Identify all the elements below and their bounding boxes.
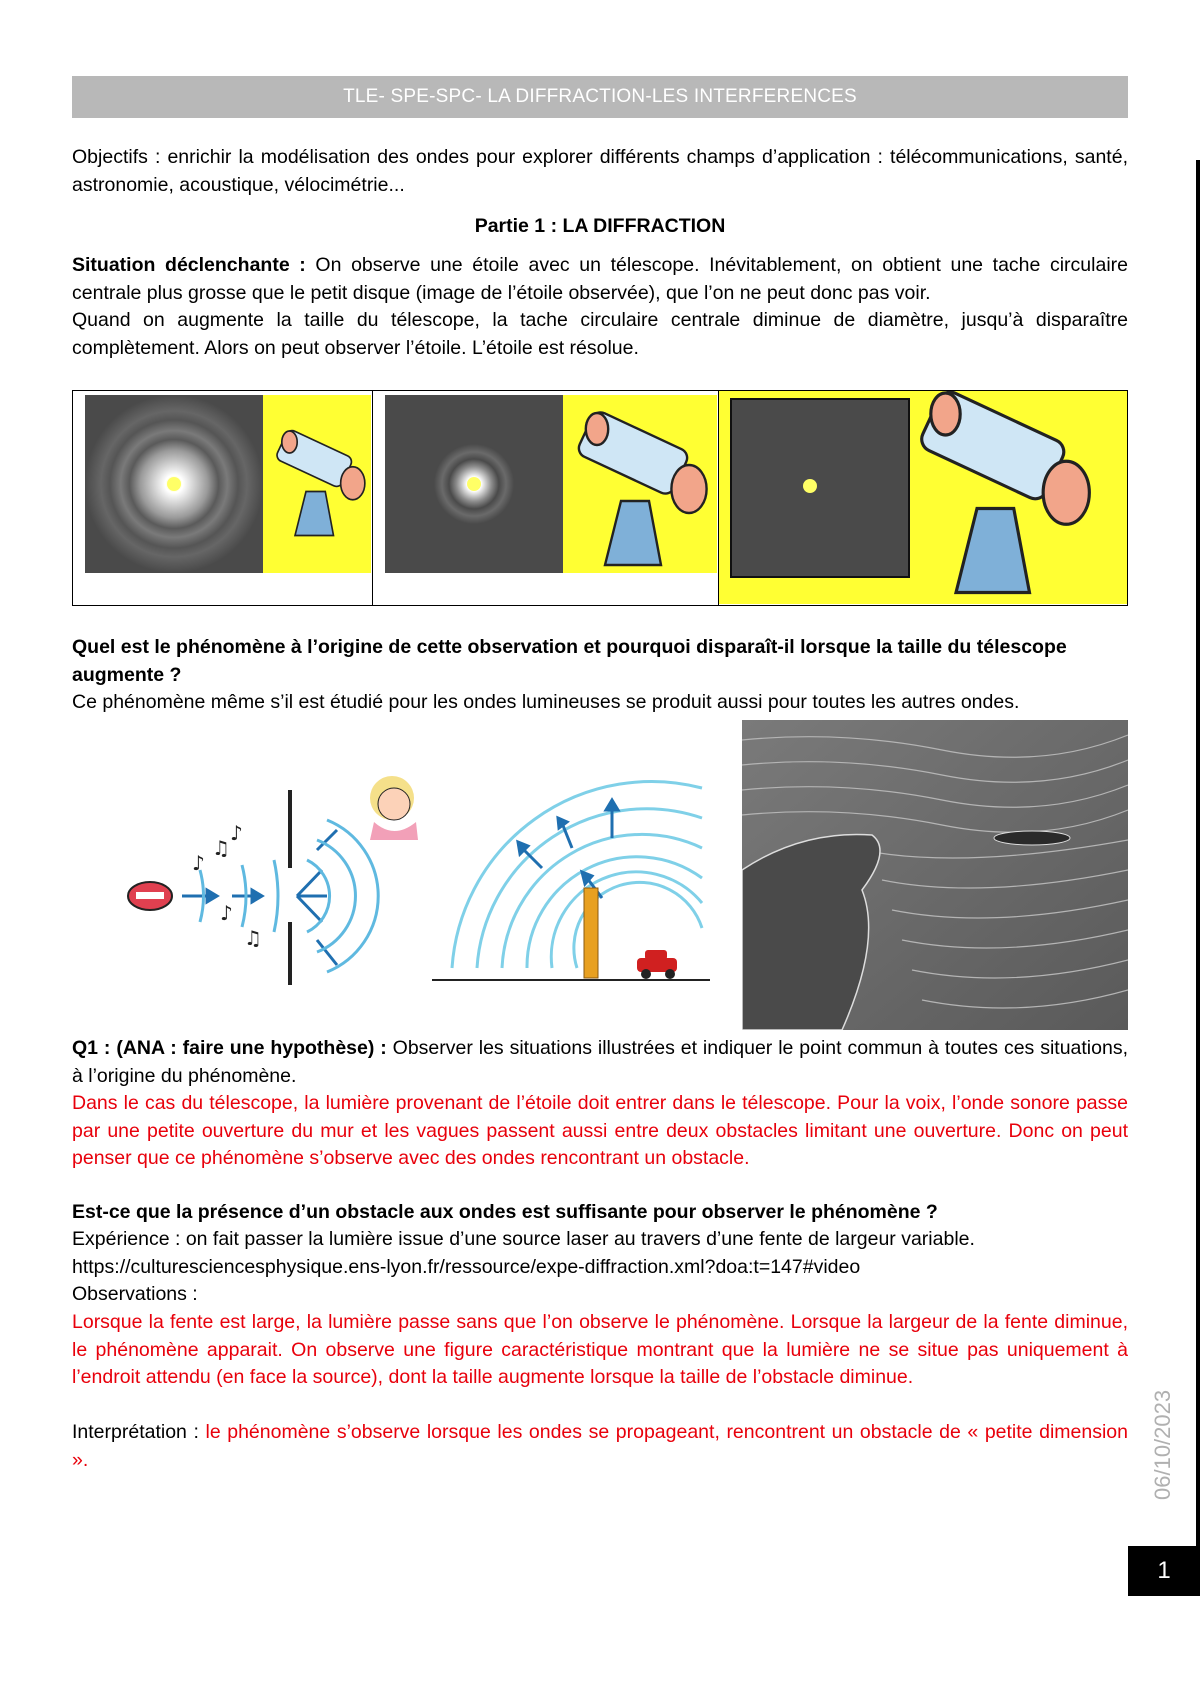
situation-paragraph: [72, 252, 1128, 362]
question2: [72, 1199, 1128, 1227]
page-number-text: 1: [1157, 1557, 1171, 1584]
island: [994, 831, 1070, 845]
page-number: [1128, 1546, 1200, 1596]
mouth-icon: [128, 882, 172, 910]
main-question-text: Quel est le phénomène à l’origine de cette observation et pourquoi disparaît-il lorsque la taille du télescope augmente ?: [72, 636, 1067, 686]
wavefront-arcs: [452, 782, 702, 968]
radio-wave-diffraction-illustration: [432, 778, 710, 986]
footer-date: 06/10/2023: [1150, 1389, 1175, 1500]
q1-label: Q1 : (ANA : faire une hypothèse) :: [72, 1037, 387, 1059]
telescope-small-cell: [73, 391, 372, 605]
q1-answer: Dans le cas du télescope, la lumière provenant de l’étoile doit entrer dans le télescope. Pour la voix, l’onde sonore passe par une petite ouverture du mur et les vagues passent aussi entre deux obstacles limitant une ouverture. Donc on peut penser que ce phénomène s’observe avec des ondes rencontrant un obstacle.: [72, 1092, 1128, 1169]
dark-panel: [731, 399, 909, 577]
phenomenon-note: [72, 689, 1128, 717]
part1-title-text: Partie 1 : LA DIFFRACTION: [474, 215, 726, 237]
svg-text:♪: ♪: [230, 821, 243, 845]
situation-text: On observe une étoile avec un télescope. Inévitablement, on obtient une tache circulaire centrale plus grosse que le petit disque (image de l’étoile observée), que l’on ne peut donc pas voir.: [72, 254, 1128, 304]
q1-paragraph: [72, 1035, 1128, 1173]
svg-text:♪: ♪: [220, 901, 233, 925]
header-title: TLE- SPE-SPC- LA DIFFRACTION-LES INTERFERENCES: [343, 86, 857, 107]
wall-bottom: [288, 922, 292, 985]
girl-face-icon: [370, 776, 418, 840]
telescope-image-row: [72, 390, 1128, 606]
phenomenon-note-text: Ce phénomène même s’il est étudié pour les ondes lumineuses se produit aussi pour toutes les autres ondes.: [72, 691, 1020, 713]
telescope-large-cell: [718, 391, 1127, 605]
telescope-small-illustration: [73, 391, 371, 604]
part1-title: [72, 213, 1128, 241]
situation-label: Situation déclenchante :: [72, 254, 306, 276]
telescope-large-illustration: [719, 391, 1127, 604]
experience-paragraph: [72, 1226, 1128, 1309]
observations-answer: [72, 1309, 1128, 1392]
situation-text-2: Quand on augmente la taille du télescope, la tache circulaire centrale diminue de diamètre, jusqu’à disparaître complètement. Alors on peut observer l’étoile. L’étoile est résolue.: [72, 309, 1128, 359]
wall-top: [288, 790, 292, 868]
ocean-waves-photo: [742, 720, 1128, 1030]
question2-text: Est-ce que la présence d’un obstacle aux ondes est suffisante pour observer le phénomène ?: [72, 1201, 938, 1223]
star-spot: [467, 477, 481, 491]
star-spot: [167, 477, 181, 491]
objectives-label: Objectifs: [72, 146, 148, 168]
experience-url[interactable]: https://culturesciencesphysique.ens-lyon.fr/ressource/expe-diffraction.xml?doa:t=147#video: [72, 1255, 861, 1278]
telescope-medium-illustration: [373, 391, 717, 604]
svg-text:♫: ♫: [244, 926, 262, 950]
experience-label: Expérience: [72, 1228, 170, 1250]
interpretation-label: Interprétation :: [72, 1421, 199, 1443]
svg-text:♪: ♪: [192, 851, 205, 875]
objectives-text: : enrichir la modélisation des ondes pour explorer différents champs d’application : télécommunications, santé, astronomie, acoustique, vélocimétrie...: [72, 146, 1128, 196]
main-question: [72, 634, 1128, 689]
objectives-paragraph: [72, 144, 1128, 199]
telescope-medium-cell: [372, 391, 717, 605]
star-spot: [803, 479, 817, 493]
interpretation-answer: le phénomène s’observe lorsque les ondes se propageant, rencontrent un obstacle de « petite dimension ».: [72, 1421, 1128, 1471]
building-obstacle: [584, 888, 598, 978]
experience-text: : on fait passer la lumière issue d’une source laser au travers d’une fente de largeur variable.: [169, 1228, 975, 1250]
observations-answer-text: Lorsque la fente est large, la lumière passe sans que l’on observe le phénomène. Lorsque la largeur de la fente diminue, le phénomène apparait. On observe une figure caractéristique montrant que la lumière ne se situe pas uniquement à l’endroit attendu (en face la source), dont la taille augmente lorsque la taille de l’obstacle diminue.: [72, 1311, 1128, 1388]
svg-text:♫: ♫: [212, 836, 230, 860]
margin-line: [1196, 160, 1200, 1560]
q1-text: Observer les situations illustrées et indiquer le point commun à toutes ces situations, à l’origine du phénomène.: [72, 1037, 1128, 1087]
car-icon: [637, 950, 677, 979]
observations-label: Observations :: [72, 1283, 198, 1305]
sound-diffraction-illustration: [112, 770, 432, 985]
document-header: [72, 76, 1128, 118]
interpretation-paragraph: [72, 1419, 1128, 1474]
